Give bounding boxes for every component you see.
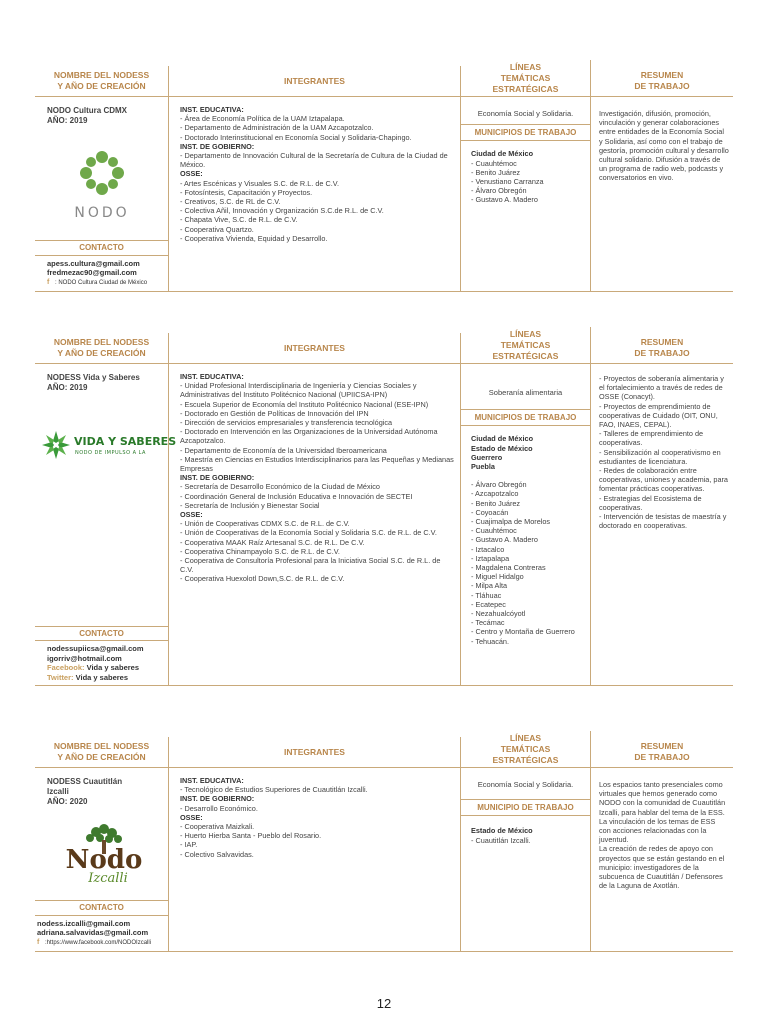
vida-saberes-logo [35,393,176,463]
header-integrantes: INTEGRANTES [169,737,461,767]
header-name: NOMBRE DEL NODESS Y AÑO DE CREACIÓN [35,333,169,363]
header-resumen: RESUMEN DE TRABAJO [634,337,690,358]
lineas-column [461,97,591,291]
facebook-icon: f [47,278,50,286]
integrantes-column: INST. EDUCATIVA: - Tecnológico de Estudios Superiores de Cuautitlán Izcalli. INST. DE GOBIERNO: - Desarrollo Económico. OSSE: - Cooperativa Maizkali. - Huerto Hierba Santa - Pueblo del Rosario. - IAP. - Colectivo Salvavidas. [169,768,461,951]
contact-header: CONTACTO [35,240,168,255]
contact-header: CONTACTO [35,626,168,641]
contact-email[interactable]: apess.cultura@gmail.com [47,258,140,268]
contact-email[interactable]: fredmezac90@gmail.com [47,268,137,277]
svg-text:VIDA Y SABERES: VIDA Y SABERES [73,435,176,448]
municipios-header: MUNICIPIO DE TRABAJO [461,799,590,816]
table-row [35,364,733,686]
contact-email[interactable]: igorriv@hotmail.com [47,653,122,663]
contact-list [35,256,168,292]
node-title: NODO Cultura CDMX AÑO: 2019 [47,106,127,125]
header-lineas: LÍNEAS TEMÁTICAS ESTRATÉGICAS [461,327,591,363]
contact-email[interactable]: nodessupiicsa@gmail.com [47,644,144,653]
node-title: NODESS Cuautitlán Izcalli AÑO: 2020 [47,777,123,806]
municipios-list: Ciudad de México Estado de México Guerrero Puebla - Álvaro Obregón - Azcapotzalco - Benito Juárez - Coyoacán - Cuajimalpa de Morelos - Cuauhtémoc - Gustavo A. Madero - Iztacalco - Iztapalapa - Magdalena Contreras - Miguel Hidalgo - Milpa Alta - Tláhuac - Ecatepec - Nezahualcóyotl - Tecámac - Centro y Montaña de Guerrero - Tehuacán. [471,434,575,646]
resumen-column: - Proyectos de soberanía alimentaria y el fortalecimiento a través de redes de OSSE (Conacyt). - Proyectos de emprendimiento de cooperativas de Cuidado (OIT, ONU, FAO, INAES, CEPAL). - Talleres de emprendimiento de cooperativas. - Sensibilización al cooperativismo en estudiantes de licenciatura. - Redes de colaboración entre cooperativas, uniones y academia, para fomentar prácticas cooperativas. - Estrategias del Ecosistema de cooperativas. - Intervención de tesistas de maestría y doctorado en cooperativas. [599,374,728,531]
municipios-list: Ciudad de México - Cuauhtémoc - Benito Juárez - Venustiano Carranza - Álvaro Obregón - Gustavo A. Madero [471,149,544,205]
lineas-column [461,364,591,685]
contact-list [35,641,168,685]
integrantes-column: INST. EDUCATIVA: - Área de Economía Política de la UAM Iztapalapa. - Departamento de Administración de la UAM Azcapotzalco. - Doctorado Interinstitucional en Economía Social y Solidaria-Chapingo. INST. DE GOBIERNO: - Departamento de Innovación Cultural de la Secretaría de Cultura de la Ciudad de México. OSSE: - Artes Escénicas y Visuales S.C. de R.L. de C.V. - Fotosíntesis, Capacitación y Proyectos. - Creativos, S.C. de RL de C.V. - Colectiva Añil, Innovación y Organización S.C.de R.L. de C.V. - Chapata Vive, S.C. de R.L. de C.V. - Cooperativa Quartzo. - Cooperativa Vivienda, Equidad y Desarrollo. [169,97,461,291]
svg-text:Izcalli: Izcalli [87,870,128,886]
strategic-line: Soberanía alimentaria [488,388,563,397]
header-integrantes: INTEGRANTES [169,66,461,96]
svg-text:NODO: NODO [73,205,130,222]
lineas-column [461,768,591,951]
svg-text:NODO DE IMPULSO A LA: NODO DE IMPULSO A LA [74,450,146,456]
contact-email[interactable]: adriana.salvavidas@gmail.com [37,928,149,937]
resumen-column: Investigación, difusión, promoción, vinculación y generar colaboraciones entre entidades de la Economía Social y Solidaria, así como con el trabajo de gestoría, promoción cultural y desarrollo cultural solidario. Difusión a través de un programa de radio web, podcasts y conversatorios en vivo. [599,109,729,183]
nodess-block-1 [35,60,733,292]
municipios-header: MUNICIPIOS DE TRABAJO [461,409,590,426]
table-header [35,731,733,768]
page-number: 12 [376,996,392,1011]
nodo-cultura-logo [35,126,168,240]
resumen-column: Los espacios tanto presenciales como virtuales que hemos generado como NODO con la comunidad de Cuautitlán Izcalli, para hablar del tema de la ESS. La vinculación de los temas de ESS con acciones relacionadas con la juventud. La creación de redes de apoyo con proyectos que se están gestando en el municipio: investigadores de la subcuenca de Cuautitlán / Defensores de la Laguna de Axotlán. [599,780,726,891]
facebook-icon: f [37,938,40,946]
table-row [35,768,733,952]
header-lineas: LÍNEAS TEMÁTICAS ESTRATÉGICAS [461,731,591,767]
contact-twitter[interactable]: Twitter: Vida y saberes [47,672,129,682]
contact-list [35,916,168,952]
header-resumen: RESUMEN DE TRABAJO [634,741,690,762]
header-name: NOMBRE DEL NODESS Y AÑO DE CREACIÓN [35,66,169,96]
header-lineas: LÍNEAS TEMÁTICAS ESTRATÉGICAS [461,60,591,96]
header-resumen: RESUMEN DE TRABAJO [634,70,690,91]
integrantes-column: INST. EDUCATIVA: - Unidad Profesional Interdisciplinaria de Ingeniería y Ciencias Sociales y Administrativas del Instituto Politécnico Nacional (UPIICSA-IPN) - Escuela Superior de Economía del Instituto Politécnico Nacional (ESE-IPN) - Doctorado en Gestión de Políticas de Innovación del IPN - Dirección de servicios empresariales y transferencia tecnológica - Doctorado en Intervención en las Organizaciones de la Universidad Autónoma Azcapotzalco. - Departamento de Economía de la Universidad Iberoamericana - Maestría en Ciencias en Estudios Interdisciplinarios para las Pequeñas y Medianas Empresas INST. DE GOBIERNO: - Secretaría de Desarrollo Económico de la Ciudad de México - Coordinación General de Inclusión Educativa e Innovación de SECTEI - Secretaría de Inclusión y Bienestar Social OSSE: - Unión de Cooperativas CDMX S.C. de R.L. de C.V. - Unión de Cooperativas de la Economía Social y Solidaria S.C. de R.L. de C.V. - Cooperativa MAAK Raíz Artesanal S.C. de R.L. De C.V. - Cooperativa Chinampayolo S.C. de R.L. de C.V. - Cooperativa de Consultoría Profesional para la Iniciativa Social S.C. de R.L. de C.V. - Cooperativa Huexolotl Down,S.C. de R.L. de C.V. [169,364,461,685]
node-title: NODESS Vida y Saberes AÑO: 2019 [47,373,140,392]
municipios-header: MUNICIPIOS DE TRABAJO [461,124,590,141]
table-header [35,60,733,97]
contact-facebook[interactable]: f :https://www.facebook.com/NODOIzcalli [37,938,152,946]
contact-facebook[interactable]: Facebook: Vida y saberes [47,663,139,672]
strategic-line: Economía Social y Solidaria. [477,109,574,118]
contact-header: CONTACTO [35,900,168,915]
name-column [35,768,169,951]
contact-facebook[interactable]: f : NODO Cultura Ciudad de México [47,278,148,286]
table-row [35,97,733,292]
svg-text:Nodo: Nodo [65,844,142,875]
nodo-izcalli-logo [35,807,168,900]
municipios-list: Estado de México - Cuautitlán Izcalli. [471,826,533,845]
header-integrantes: INTEGRANTES [169,333,461,363]
nodess-block-3 [35,731,733,952]
table-header [35,327,733,364]
contact-email[interactable]: nodess.izcalli@gmail.com [37,918,131,928]
nodess-block-2 [35,327,733,686]
strategic-line: Economía Social y Solidaria. [477,780,574,789]
name-column [35,97,169,291]
name-column [35,364,176,685]
header-name: NOMBRE DEL NODESS Y AÑO DE CREACIÓN [35,737,169,767]
